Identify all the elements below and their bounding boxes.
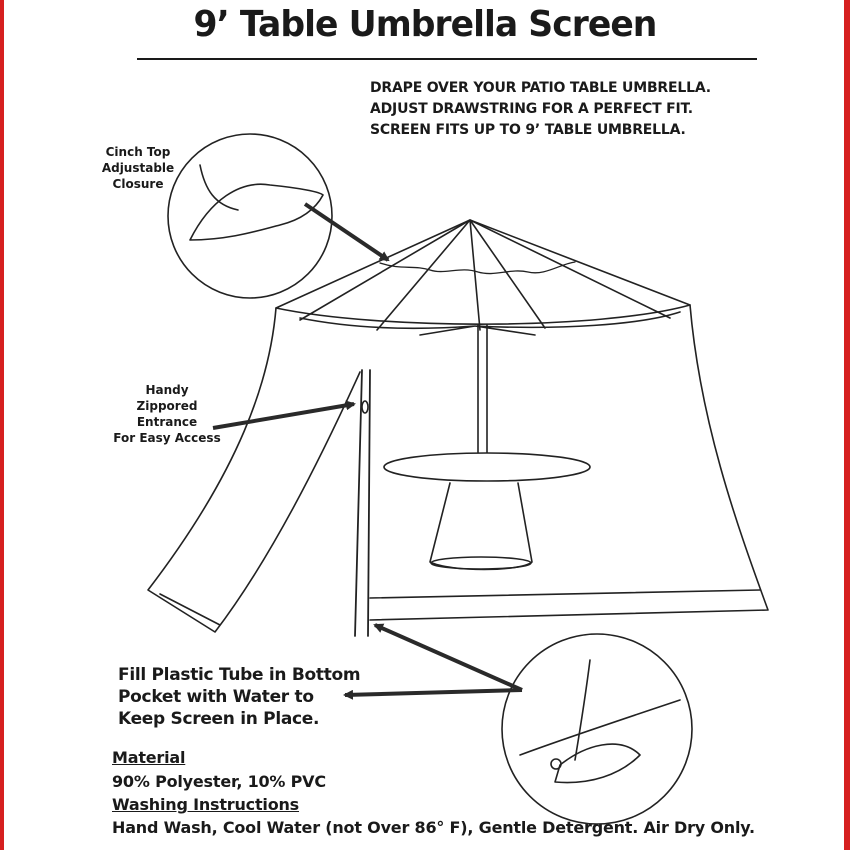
tube-closeup-circle xyxy=(502,634,692,824)
tube-detail xyxy=(520,660,680,783)
callout-line: Closure xyxy=(112,177,164,191)
cinch-closeup-circle xyxy=(168,134,332,298)
callout-line: Fill Plastic Tube in Bottom xyxy=(118,665,361,685)
table-top xyxy=(384,453,590,481)
callout-line: For Easy Access xyxy=(113,431,221,445)
washing-value: Hand Wash, Cool Water (not Over 86° F), Gentle Detergent. Air Dry Only. xyxy=(112,818,755,837)
cinch-arrow xyxy=(305,204,388,260)
intro-line: SCREEN FITS UP TO 9’ TABLE UMBRELLA. xyxy=(370,122,686,138)
material-heading: Material xyxy=(112,748,186,767)
zipper-arrow xyxy=(213,404,354,428)
washing-heading: Washing Instructions xyxy=(112,795,300,814)
intro-line: ADJUST DRAWSTRING FOR A PERFECT FIT. xyxy=(370,101,693,117)
page-title: 9’ Table Umbrella Screen xyxy=(193,4,657,45)
callout-line: Pocket with Water to xyxy=(118,687,314,707)
screen-left-panel xyxy=(148,308,360,632)
canopy-outline xyxy=(276,220,690,324)
cinch-detail xyxy=(190,165,323,240)
zipper-pull xyxy=(362,401,368,413)
material-value: 90% Polyester, 10% PVC xyxy=(112,772,326,791)
tube-arrow-up xyxy=(375,625,522,690)
tube-arrow-left xyxy=(345,690,522,695)
callout-line: Adjustable xyxy=(101,161,175,175)
callout-line: Cinch Top xyxy=(105,145,171,159)
callout-line: Handy xyxy=(145,383,189,397)
callout-line: Keep Screen in Place. xyxy=(118,709,320,729)
intro-line: DRAPE OVER YOUR PATIO TABLE UMBRELLA. xyxy=(370,80,711,96)
callout-line: Entrance xyxy=(136,415,198,429)
callout-line: Zippored xyxy=(136,399,198,413)
umbrella-pole xyxy=(478,325,487,462)
